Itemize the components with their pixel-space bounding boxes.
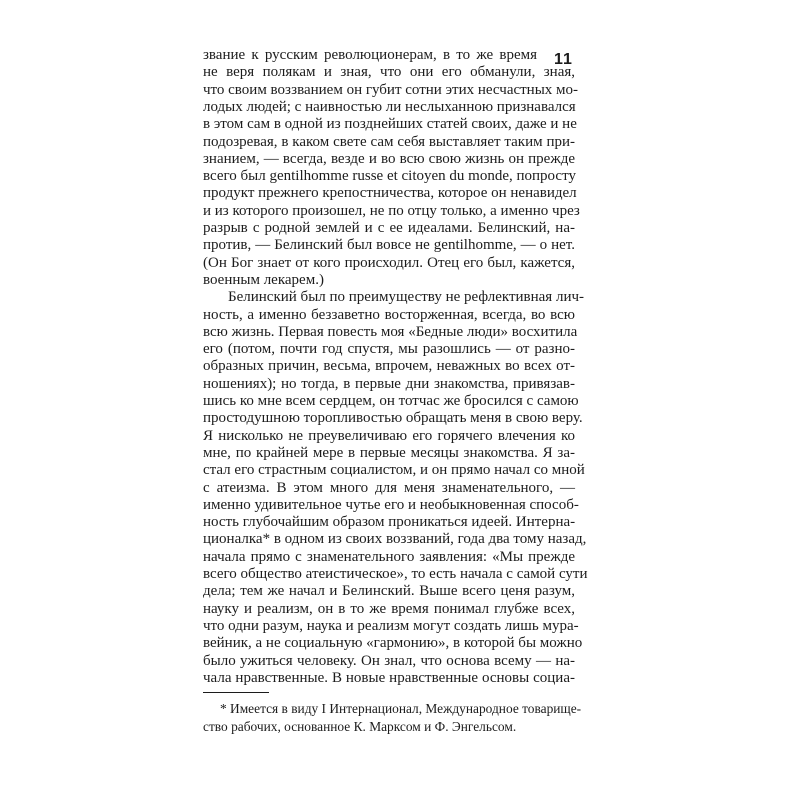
text-line: звание к русским революционерам, в то же время: [203, 47, 537, 63]
text-line: против, — Белинский был вовсе не gentilhomme, — о нет.: [203, 237, 575, 254]
text-line: всего был gentilhomme russe et citoyen du monde, попросту: [203, 168, 576, 185]
text-line: продукт прежнего крепостничества, которое он ненавидел: [203, 185, 577, 202]
text-line: всего общество атеистическое», то есть начала с самой сути: [203, 566, 588, 582]
text-line: вейник, а не социальную «гармонию», в которой бы можно: [203, 635, 583, 652]
footnote-divider: [203, 692, 269, 693]
text-line: ность глубочайшим образом проникаться идеей. Интерна-: [203, 514, 576, 531]
text-line: ность, а именно беззаветно восторженная, всегда, во всю: [203, 306, 575, 323]
text-line: чала нравственные. В новые нравственные основы социа-: [203, 669, 575, 686]
text-line: Я нисколько не преувеличиваю его горячего влечения ко: [203, 427, 575, 444]
text-line: науку и реализм, он в то же время понимал глубже всех,: [203, 600, 575, 617]
text-line: знанием, — всегда, везде и во всю свою жизнь он прежде: [203, 150, 575, 167]
text-line: (Он Бог знает от кого происходил. Отец его был, кажется,: [203, 254, 575, 271]
text-line: начала прямо с знаменательного заявления: «Мы прежде: [203, 548, 575, 565]
text-line: не веря полякам и зная, что они его обманули, зная,: [203, 64, 575, 81]
text-line: военным лекарем.): [203, 271, 324, 288]
text-line: стал его страстным социалистом, и он прямо начал со мной: [203, 462, 585, 479]
text-line: в этом сам в одной из позднейших статей своих, даже и не: [203, 116, 577, 133]
text-line: образных причин, весьма, впрочем, неважных во всех от-: [203, 358, 575, 375]
text-line: подозревая, в каком свете сам себя выставляет таким при-: [203, 133, 575, 150]
text-line: было ужиться человеку. Он знал, что основа всему — на-: [203, 652, 575, 669]
text-line: ношениях); но тогда, в первые дни знакомства, привязав-: [203, 375, 575, 392]
text-line: ционалка* в одном из своих воззваний, года два тому назад,: [203, 531, 587, 548]
text-line: и из которого произошел, не по отцу только, а именно чрез: [203, 202, 580, 219]
text-line: лодых людей; с наивностью ли неслыханною признавался: [203, 98, 576, 115]
footnote-line: * Имеется в виду I Интернационал, Международное товарище-: [220, 701, 582, 716]
text-line: шись ко мне всем сердцем, он тотчас же бросился с самою: [203, 393, 579, 409]
page-number: 11: [554, 51, 573, 68]
paragraph-first-line: Белинский был по преимуществу не рефлективная лич-: [228, 289, 585, 306]
text-line: именно удивительное чутье его и необыкновенная способ-: [203, 496, 579, 513]
text-line: что своим воззванием он губит сотни этих несчастных мо-: [203, 81, 579, 98]
text-line: его (потом, почти год спустя, мы разошлись — от разно-: [203, 341, 575, 358]
text-line: что одни разум, наука и реализм могут создать лишь мура-: [203, 617, 579, 634]
text-line: дела; тем же начал и Белинский. Выше всего ценя разум,: [203, 583, 575, 600]
text-line: простодушною торопливостью обращать меня в свою веру.: [203, 410, 583, 427]
footnote-line: ство рабочих, основанное К. Марксом и Ф. Энгельсом.: [203, 719, 517, 734]
text-line: с атеизма. В этом много для меня знаменательного, —: [203, 479, 575, 496]
text-line: мне, по крайней мере в первые месяцы знакомства. Я за-: [203, 444, 575, 461]
text-line: разрыв с родной землей и с ее идеалами. Белинский, на-: [203, 220, 575, 236]
text-line: всю жизнь. Первая повесть моя «Бедные люди» восхитила: [203, 323, 578, 340]
